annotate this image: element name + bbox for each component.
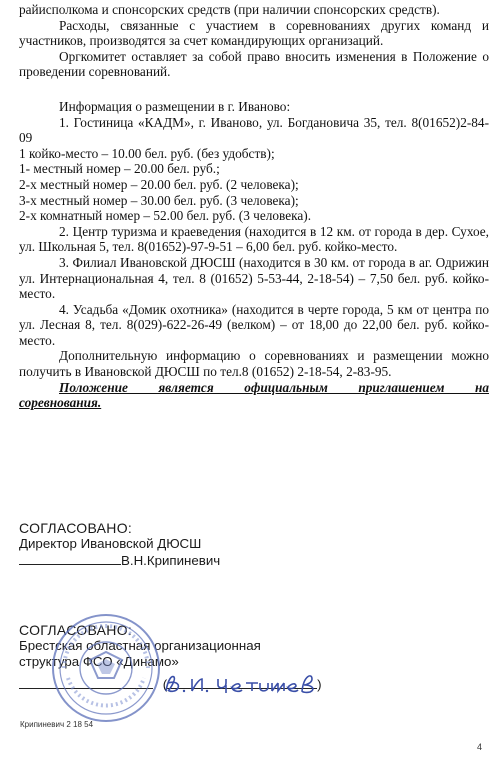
document-body: [19, 2, 489, 411]
paragraph-organizing-committee: Оргкомитет оставляет за собой право вносить изменения в Положение о проведении соревнований.: [19, 48, 489, 80]
hotel-1-rate: 1- местный номер – 20.00 бел. руб.;: [19, 161, 220, 177]
approval-1-name: В.Н.Крипиневич: [121, 553, 221, 568]
footer-note: Крипиневич 2 18 54: [20, 720, 94, 729]
approval-2-heading: СОГЛАСОВАНО:: [19, 622, 133, 638]
accommodation-heading: Информация о размещении в г. Иваново:: [59, 98, 291, 114]
approval-2-org-line-1: Брестская областная организационная: [19, 638, 261, 653]
approval-1-position: Директор Ивановской ДЮСШ: [19, 536, 202, 551]
approval-2-org-line-2: структура ФСО «Динамо»: [19, 654, 179, 669]
declaration-line-1: Положение является официальным приглашением на: [59, 379, 489, 395]
hotel-1-rate: 3-х местный номер – 30.00 бел. руб. (3 человека);: [19, 192, 299, 208]
approval-2-signature-row: ( ): [19, 676, 322, 693]
hotel-1-rate: 2-х комнатный номер – 52.00 бел. руб. (3 человека).: [19, 208, 312, 224]
hotel-1-title: 1. Гостиница «КАДМ», г. Иваново, ул. Богдановича 35, тел. 8(01652)2-84-09: [19, 114, 489, 146]
approval-1-heading: СОГЛАСОВАНО:: [19, 520, 133, 536]
hotel-2: 2. Центр туризма и краеведения (находится в 12 км. от города в дер. Сухое, ул. Школьная 5, тел. 8(01652)-97-9-51 – 6,00 бел. руб. койко-место.: [19, 223, 489, 255]
hotel-4: 4. Усадьба «Домик охотника» (находится в черте города, 5 км от центра по ул. Лесная 8, тел. 8(029)-622-26-49 (велком) – от 18,00 до 22,00 бел. руб. койко-место.: [19, 301, 489, 348]
signature-line: [19, 552, 121, 565]
paragraph-expenses: Расходы, связанные с участием в соревнованиях других команд и участников, производятся за счет командирующих организаций.: [19, 17, 489, 49]
paragraph-funding: райисполкома и спонсорских средств (при наличии спонсорских средств).: [19, 2, 440, 17]
hotel-1-rate: 1 койко-место – 10.00 бел. руб. (без удобств);: [19, 145, 275, 161]
hotel-3: 3. Филиал Ивановской ДЮСШ (находится в 30 км. от города в аг. Одрижин ул. Интернациональная 4, тел. 8 (01652) 5-53-44, 2-18-54) – 7,50 бел. руб. койко-место.: [19, 254, 489, 302]
handwritten-signature-icon: [162, 671, 332, 697]
approval-block-1: [19, 520, 220, 569]
page-number: 4: [477, 742, 483, 752]
hotel-1-rate: 2-х местный номер – 20.00 бел. руб. (2 человека);: [19, 176, 299, 192]
approval-1-signature-row: [19, 552, 220, 569]
additional-info: Дополнительную информацию о соревнованиях и размещении можно получить в Ивановской ДЮСШ по тел.8 (01652) 2-18-54, 2-83-95.: [19, 348, 489, 380]
declaration-line-2: соревнования.: [19, 395, 102, 411]
seal-stamp-icon: [50, 612, 162, 724]
